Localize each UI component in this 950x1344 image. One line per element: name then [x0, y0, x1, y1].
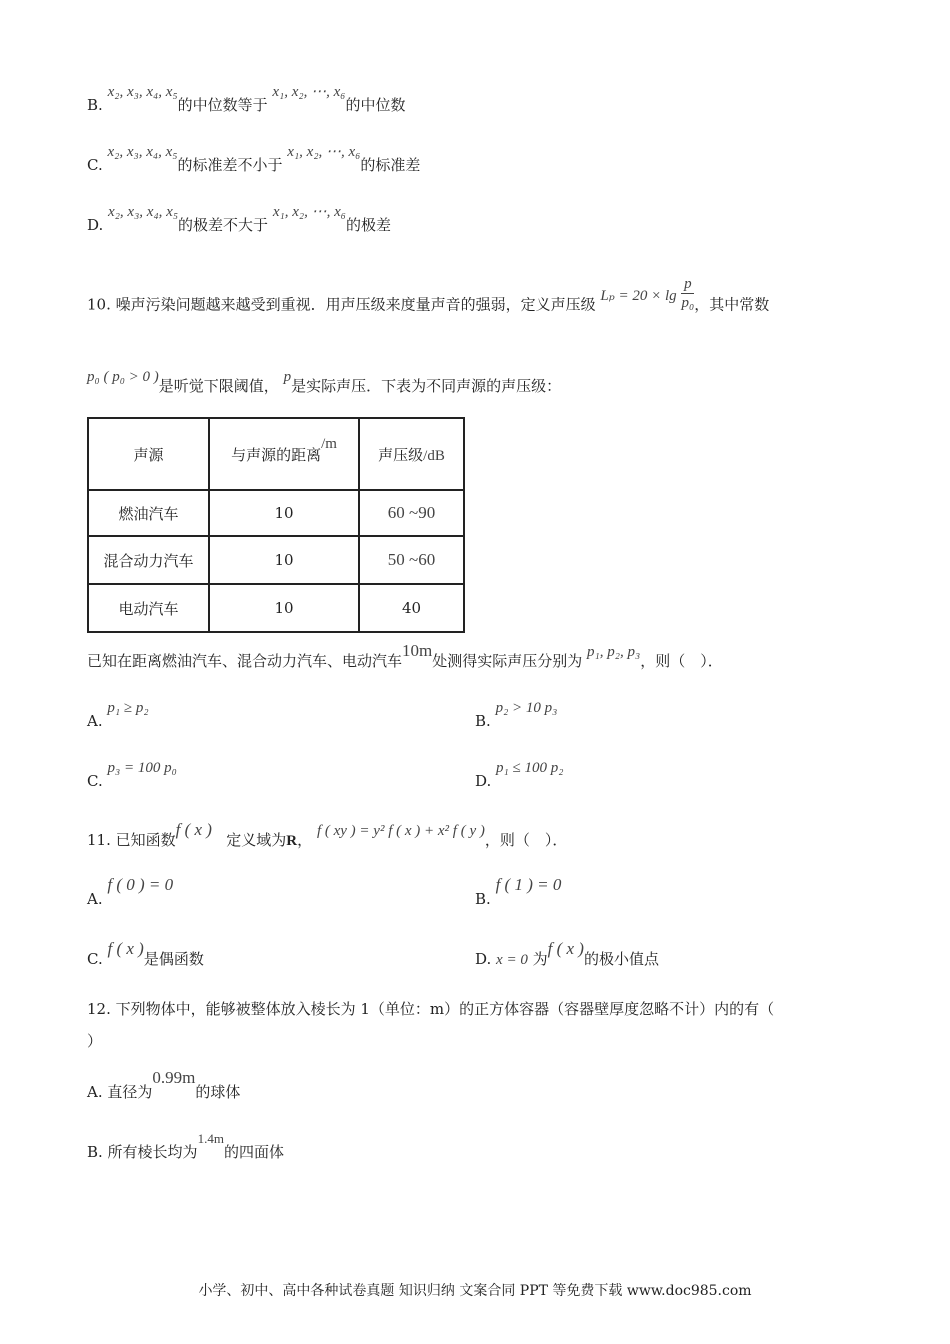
math-expr: f ( x ) — [175, 820, 212, 839]
math-expr: x = 0 — [496, 952, 528, 968]
sound-level-table — [87, 417, 465, 633]
page-footer: 小学、初中、高中各种试卷真题 知识归纳 文案合同 PPT 等免费下载 www.doc985.com — [198, 1283, 752, 1299]
q10-option-b: B. p₂ > 10 p₃ — [475, 700, 558, 730]
math-expr: p₁ ≤ 100 p₂ — [496, 760, 564, 776]
q11-option-c: C. f ( x )是偶函数 — [87, 939, 204, 968]
q12-option-a: A. 直径为0.99m的球体 — [87, 1068, 241, 1101]
table-row — [88, 584, 464, 632]
q11-option-d: D. x = 0 为f ( x )的极小值点 — [475, 939, 659, 968]
q12-option-b: B. 所有棱长均为1.4m的四面体 — [87, 1131, 284, 1161]
math-expr: p₁, p₂, p₃ — [587, 644, 641, 660]
q11-option-b: B. f ( 1 ) = 0 — [475, 875, 562, 908]
table-cell: 60 ~90 — [359, 490, 464, 536]
q9-option-d: D. x₂, x₃, x₄, x₅的极差不大于 x₁, x₂, ⋯, x₆的极差 — [87, 204, 391, 234]
q12-stem-line1: 12. 下列物体中，能够被整体放入棱长为 1（单位：m）的正方体容器（容器壁厚度忽略不计）内的有（ — [87, 1000, 775, 1018]
table-header: 与声源的距离/m — [209, 418, 359, 490]
math-expr: x₁, x₂, ⋯, x₆ — [272, 84, 346, 100]
math-expr: f ( 0 ) = 0 — [107, 875, 174, 894]
q9-option-b: B. x₂, x₃, x₄, x₅的中位数等于 x₁, x₂, ⋯, x₆的中位数 — [87, 84, 406, 114]
q12-stem-line2: ） — [87, 1032, 103, 1050]
math-expr: f ( xy ) = y² f ( x ) + x² f ( y ) — [316, 823, 485, 839]
math-expr: p₁ ≥ p₂ — [107, 700, 149, 716]
table-cell: 10 — [209, 490, 359, 536]
table-cell: 50 ~60 — [359, 536, 464, 584]
math-expr: f ( x ) — [547, 939, 584, 958]
math-expr: x₂, x₃, x₄, x₅ — [107, 144, 178, 160]
math-expr: x₁, x₂, ⋯, x₆ — [287, 144, 361, 160]
q10-stem-line3: 已知在距离燃油汽车、混合动力汽车、电动汽车10m处测得实际声压分别为 p₁, p₂, p₃，则（ ）． — [87, 641, 723, 670]
math-expr: 1.4m — [197, 1131, 224, 1146]
math-expr: x₂, x₃, x₄, x₅ — [107, 84, 178, 100]
math-expr: p₀ ( p₀ > 0 ) — [87, 369, 159, 385]
table-row — [88, 490, 464, 536]
table-row — [88, 536, 464, 584]
q10-option-a: A. p₁ ≥ p₂ — [87, 700, 149, 730]
q10-option-d: D. p₁ ≤ 100 p₂ — [475, 760, 564, 790]
q10-stem-line2: p₀ ( p₀ > 0 )是听觉下限阈值， p是实际声压．下表为不同声源的声压级： — [87, 369, 562, 395]
math-expr: p₂ > 10 p₃ — [495, 700, 558, 716]
math-expr: f ( x ) — [107, 939, 144, 958]
table-header-row — [88, 418, 464, 490]
q9-option-c: C. x₂, x₃, x₄, x₅的标准差不小于 x₁, x₂, ⋯, x₆的标准差 — [87, 144, 421, 174]
table-cell: 电动汽车 — [88, 584, 209, 632]
q10-option-c: C. p₃ = 100 p₀ — [87, 760, 177, 790]
math-expr: f ( 1 ) = 0 — [495, 875, 562, 894]
math-expr: p₃ = 100 p₀ — [107, 760, 177, 776]
math-expr: 0.99m — [152, 1068, 196, 1087]
q10-stem-line1: 10. 噪声污染问题越来越受到重视．用声压级来度量声音的强弱，定义声压级 Lₚ = 20 × lg $\frac{p}{\text{p₀}}$ ，其中常数 — [87, 276, 770, 314]
table-cell: 燃油汽车 — [88, 490, 209, 536]
table-cell: 10 — [209, 584, 359, 632]
q11-option-a: A. f ( 0 ) = 0 — [87, 875, 174, 908]
table-cell: 混合动力汽车 — [88, 536, 209, 584]
formula-lhs: Lₚ = 20 × lg — [600, 287, 677, 304]
table-cell: 10 — [209, 536, 359, 584]
table-header: 声压级/dB — [359, 418, 464, 490]
math-expr: x₁, x₂, ⋯, x₆ — [272, 204, 346, 220]
table-header: 声源 — [88, 418, 209, 490]
q11-stem: 11. 已知函数f ( x ) 定义域为R， f ( xy ) = y² f ( x ) + x² f ( y )，则（ ）． — [87, 820, 568, 849]
math-expr: p — [283, 369, 292, 385]
formula-fraction: $\frac{p}{\text{p₀}}$ — [681, 276, 695, 311]
table-cell: 40 — [359, 584, 464, 632]
math-expr: x₂, x₃, x₄, x₅ — [108, 204, 179, 220]
